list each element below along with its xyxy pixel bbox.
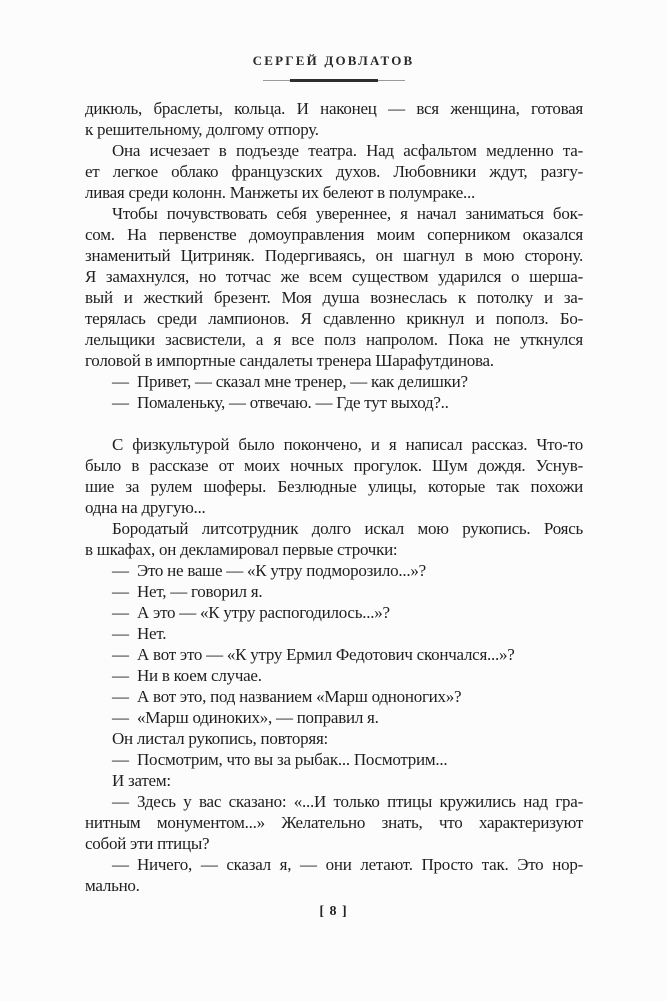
text-line: к решительному, долгому отпору. — [85, 120, 319, 139]
paragraph — [85, 770, 583, 791]
paragraph — [85, 392, 583, 413]
text-line: головой в импортные сандалеты тренера Шарафутдинова. — [85, 351, 494, 370]
paragraph — [85, 518, 583, 560]
text-line: нитным монументом...» Желательно знать, что характеризуют — [85, 813, 583, 832]
text-line: лельщики засвистели, а я все полз напролом. Пока не уткнулся — [85, 330, 583, 349]
text-line: Он листал рукопись, повторяя: — [112, 729, 328, 748]
text-line: ет легкое облако французских духов. Любовники ждут, разгу- — [85, 162, 583, 181]
text-block — [85, 98, 583, 896]
text-line: шие за рулем шоферы. Безлюдные улицы, которые так похожи — [85, 477, 583, 496]
text-line: было в рассказе от моих ночных прогулок. Шум дождя. Уснув- — [85, 456, 583, 475]
text-line: — Нет, — говорил я. — [112, 582, 263, 601]
text-line: И затем: — [112, 771, 171, 790]
paragraph — [85, 749, 583, 770]
text-line: сом. На первенстве домоуправления моим соперником оказался — [85, 225, 583, 244]
text-line: — Посмотрим, что вы за рыбак... Посмотрим... — [112, 750, 448, 769]
paragraph — [85, 560, 583, 581]
text-line: Чтобы почувствовать себя увереннее, я начал заниматься бок- — [112, 204, 583, 223]
text-line: — Это не ваше — «К утру подморозило...»? — [112, 561, 426, 580]
paragraph — [85, 686, 583, 707]
text-line: — Ничего, — сказал я, — они летают. Просто так. Это нор- — [112, 855, 583, 874]
text-line: Я замахнулся, но тотчас же всем существом ударился о шерша- — [85, 267, 583, 286]
paragraph — [85, 203, 583, 371]
paragraph — [85, 371, 583, 392]
paragraph — [85, 602, 583, 623]
paragraph — [85, 623, 583, 644]
text-line: — Помаленьку, — отвечаю. — Где тут выход?.. — [112, 393, 449, 412]
text-line: — Ни в коем случае. — [112, 666, 262, 685]
text-line: собой эти птицы? — [85, 834, 210, 853]
text-line: Бородатый литсотрудник долго искал мою рукопись. Роясь — [112, 519, 583, 538]
text-line: терялась среди лампионов. Я сдавленно крикнул и пополз. Бо- — [85, 309, 583, 328]
text-line: — Привет, — сказал мне тренер, — как делишки? — [112, 372, 468, 391]
paragraph — [85, 434, 583, 518]
text-line: — А это — «К утру распогодилось...»? — [112, 603, 390, 622]
text-line: мально. — [85, 876, 140, 895]
text-line: ливая среди колонн. Манжеты их белеют в полумраке... — [85, 183, 475, 202]
paragraph — [85, 581, 583, 602]
text-line: знаменитый Цитриняк. Подергиваясь, он шагнул в мою сторону. — [85, 246, 583, 265]
text-line: — А вот это, под названием «Марш одноногих»? — [112, 687, 462, 706]
text-line: — «Марш одиноких», — поправил я. — [112, 708, 379, 727]
text-line: — Здесь у вас сказано: «...И только птицы кружились над гра- — [112, 792, 583, 811]
text-line: Она исчезает в подъезде театра. Над асфальтом медленно та- — [112, 141, 583, 160]
text-line: в шкафах, он декламировал первые строчки: — [85, 540, 398, 559]
text-line: одна на другую... — [85, 498, 206, 517]
paragraph — [85, 665, 583, 686]
header-ornament-rule-thick — [290, 79, 378, 82]
text-line: — Нет. — [112, 624, 167, 643]
text-line: — А вот это — «К утру Ермил Федотович скончался...»? — [112, 645, 515, 664]
paragraph — [85, 98, 583, 140]
text-line: С физкультурой было покончено, и я написал рассказ. Что-то — [112, 435, 583, 454]
text-line: вый и жесткий брезент. Моя душа вознеслась к потолку и за- — [85, 288, 583, 307]
running-head-author: СЕРГЕЙ ДОВЛАТОВ — [252, 53, 415, 68]
paragraph — [85, 644, 583, 665]
header-ornament-rule — [263, 80, 405, 81]
paragraph — [85, 707, 583, 728]
paragraph — [85, 854, 583, 896]
paragraph — [85, 140, 583, 203]
page-number: [ 8 ] — [319, 904, 348, 919]
paragraph — [85, 791, 583, 854]
paragraph — [85, 728, 583, 749]
text-line: дикюль, браслеты, кольца. И наконец — вся женщина, готовая — [85, 99, 583, 118]
